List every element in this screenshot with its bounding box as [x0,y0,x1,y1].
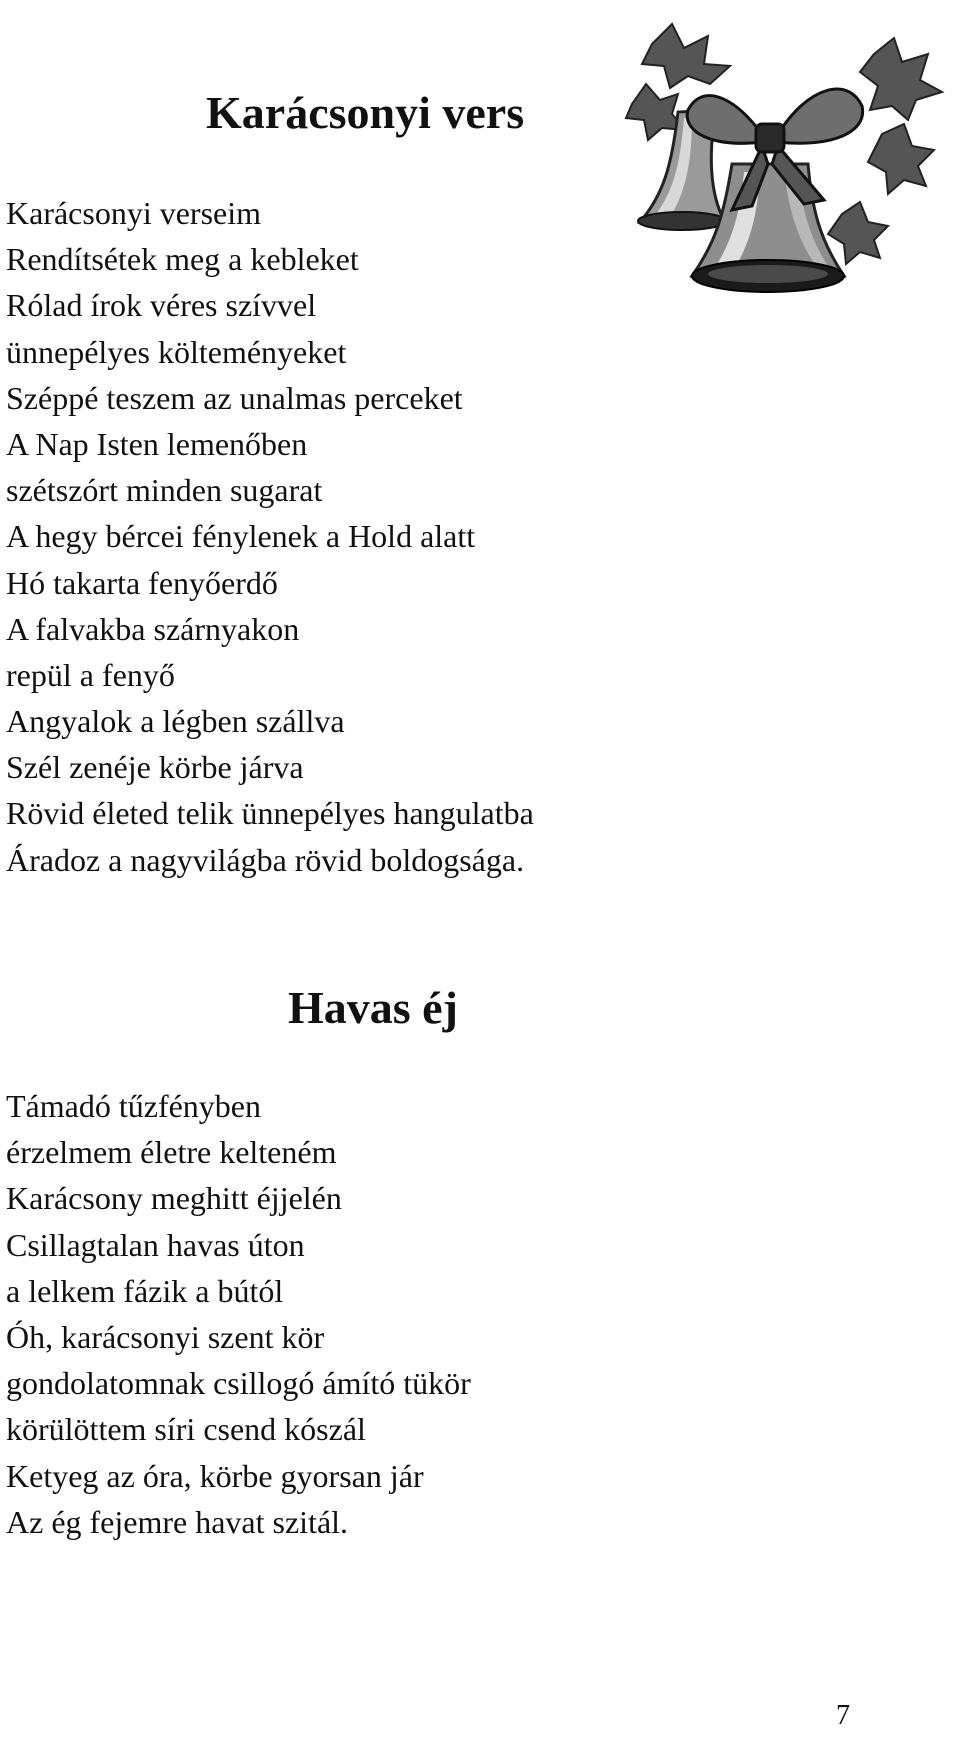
poem-line: Rövid életed telik ünnepélyes hangulatba [6,795,534,832]
poem-line: A hegy bércei fénylenek a Hold alatt [6,518,476,555]
poem-line: A falvakba szárnyakon [6,610,300,647]
poem-line: Rólad írok véres szívvel [6,287,317,324]
poem-line: A Nap Isten lemenőben [6,425,308,462]
poem-line: a lelkem fázik a bútól [6,1272,284,1309]
poem-line: Óh, karácsonyi szent kör [6,1318,325,1355]
poem-line: Szél zenéje körbe járva [6,749,304,786]
christmas-bells-icon [612,14,952,304]
poem-line: Karácsonyi verseim [6,195,262,231]
poem-line: Támadó tűzfényben [6,1088,261,1124]
poem-line: Csillagtalan havas úton [6,1226,305,1263]
poem-line: ünnepélyes költeményeket [6,333,347,370]
poem-line: gondolatomnak csillogó ámító tükör [6,1365,471,1402]
poem-line: repül a fenyő [6,656,175,693]
poem-line: körülöttem síri csend kószál [6,1411,366,1448]
poem-line: Rendítsétek meg a kebleket [6,241,359,278]
poem-line: érzelmem életre kelteném [6,1134,337,1171]
poem-stanza [6,1083,471,1545]
poem-line: Karácsony meghitt éjjelén [6,1180,342,1217]
poem-title: Karácsonyi vers [206,87,525,138]
poem-line: szétszórt minden sugarat [6,472,323,509]
poem-line: Angyalok a légben szállva [6,703,345,740]
poem-line: Hó takarta fenyőerdő [6,564,278,601]
poem-line: Áradoz a nagyvilágba rövid boldogsága. [6,841,525,878]
poem-line: Ketyeg az óra, körbe gyorsan jár [6,1457,424,1494]
poem-line: Az ég fejemre havat szitál. [6,1503,349,1540]
poem-title: Havas éj [288,982,458,1033]
poem-stanza [6,190,534,883]
page-number: 7 [836,1700,850,1731]
poem-line: Széppé teszem az unalmas perceket [6,379,463,416]
